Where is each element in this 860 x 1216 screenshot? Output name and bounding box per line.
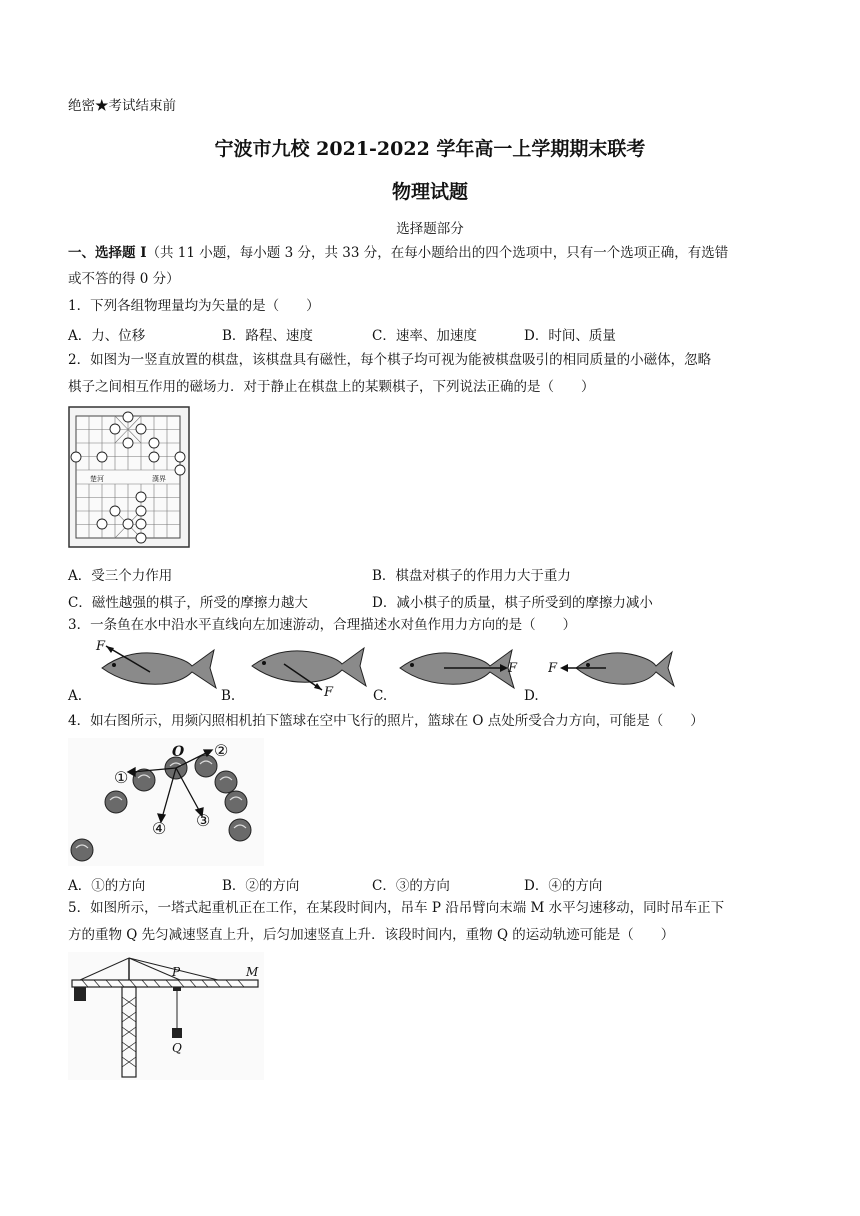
fish-figure-c: [396, 638, 524, 698]
load-q-label: Q: [172, 1041, 182, 1055]
q3-option-b: B.: [221, 688, 236, 704]
river-label-right: 漢界: [152, 475, 166, 483]
crane-figure: [68, 952, 264, 1080]
part1-intro: [68, 244, 728, 262]
exam-subtitle: 物理试题: [391, 181, 468, 203]
part1-heading: 一、选择题 I: [68, 245, 147, 261]
q1-option-b: B．路程、速度: [222, 328, 313, 344]
q2-stem-line1: 2．如图为一竖直放置的棋盘，该棋盘具有磁性，每个棋子均可视为能被棋盘吸引的相同质量的小磁体，忽略: [68, 352, 712, 368]
q4-stem: 4．如右图所示，用频闪照相机拍下篮球在空中飞行的照片，篮球在 O 点处所受合力方向，可能是（ ）: [68, 713, 704, 729]
part1-intro-cont: 或不答的得 0 分）: [68, 271, 180, 287]
exam-title: 宁波市九校 2021-2022 学年高一上学期期末联考: [214, 138, 646, 160]
q4-option-d: D．④的方向: [524, 878, 603, 894]
q1-option-c: C．速率、加速度: [372, 328, 477, 344]
q4-option-a: A．①的方向: [68, 878, 146, 894]
q2-option-a: A．受三个力作用: [68, 568, 173, 584]
section-label: 选择题部分: [396, 221, 464, 237]
point-o-label: O: [172, 744, 185, 760]
fish-figure-d: [548, 638, 676, 698]
force-label-c: F: [508, 661, 518, 676]
chessboard-figure: [68, 406, 190, 548]
end-m-label: M: [246, 965, 259, 979]
confidential-mark: 绝密★考试结束前: [68, 98, 176, 114]
q2-option-b: B．棋盘对棋子的作用力大于重力: [372, 568, 571, 584]
q1-stem: 1．下列各组物理量均为矢量的是（ ）: [68, 298, 320, 314]
q3-option-c: C.: [373, 688, 388, 704]
q3-option-d: D.: [524, 688, 539, 704]
q4-option-c: C．③的方向: [372, 878, 450, 894]
q2-option-d: D．减小棋子的质量，棋子所受到的摩擦力减小: [372, 595, 653, 611]
direction-3-label: ③: [196, 811, 211, 830]
force-label-d: F: [548, 661, 558, 676]
fish-figure-b: [244, 638, 372, 698]
fish-figure-a: [92, 638, 220, 698]
q3-stem: 3．一条鱼在水中沿水平直线向左加速游动，合理描述水对鱼作用力方向的是（ ）: [68, 617, 577, 633]
q2-option-c: C．磁性越强的棋子，所受的摩擦力越大: [68, 595, 308, 611]
q1-option-d: D．时间、质量: [524, 328, 616, 344]
q5-stem-line2: 方的重物 Q 先匀减速竖直上升，后匀加速竖直上升．该段时间内，重物 Q 的运动轨迹可能是（ ）: [68, 927, 675, 943]
force-label-a: F: [96, 639, 106, 654]
q3-option-a: A.: [68, 688, 83, 704]
q4-option-b: B．②的方向: [222, 878, 300, 894]
force-label-b: F: [324, 685, 334, 698]
q1-option-a: A．力、位移: [68, 328, 146, 344]
part1-intro-text: （共 11 小题，每小题 3 分，共 33 分，在每小题给出的四个选项中，只有一个选项正确，有选错: [146, 245, 729, 261]
q2-stem-line2: 棋子之间相互作用的磁场力．对于静止在棋盘上的某颗棋子，下列说法正确的是（ ）: [68, 379, 595, 395]
direction-2-label: ②: [214, 741, 229, 760]
trolley-p-label: P: [172, 965, 181, 979]
q5-stem-line1: 5．如图所示，一塔式起重机正在工作，在某段时间内，吊车 P 沿吊臂向末端 M 水平匀速移动，同时吊车正下: [68, 900, 725, 916]
basketball-figure: [68, 738, 264, 866]
direction-4-label: ④: [152, 819, 167, 838]
direction-1-label: ①: [114, 768, 129, 787]
river-label-left: 楚河: [90, 475, 104, 483]
